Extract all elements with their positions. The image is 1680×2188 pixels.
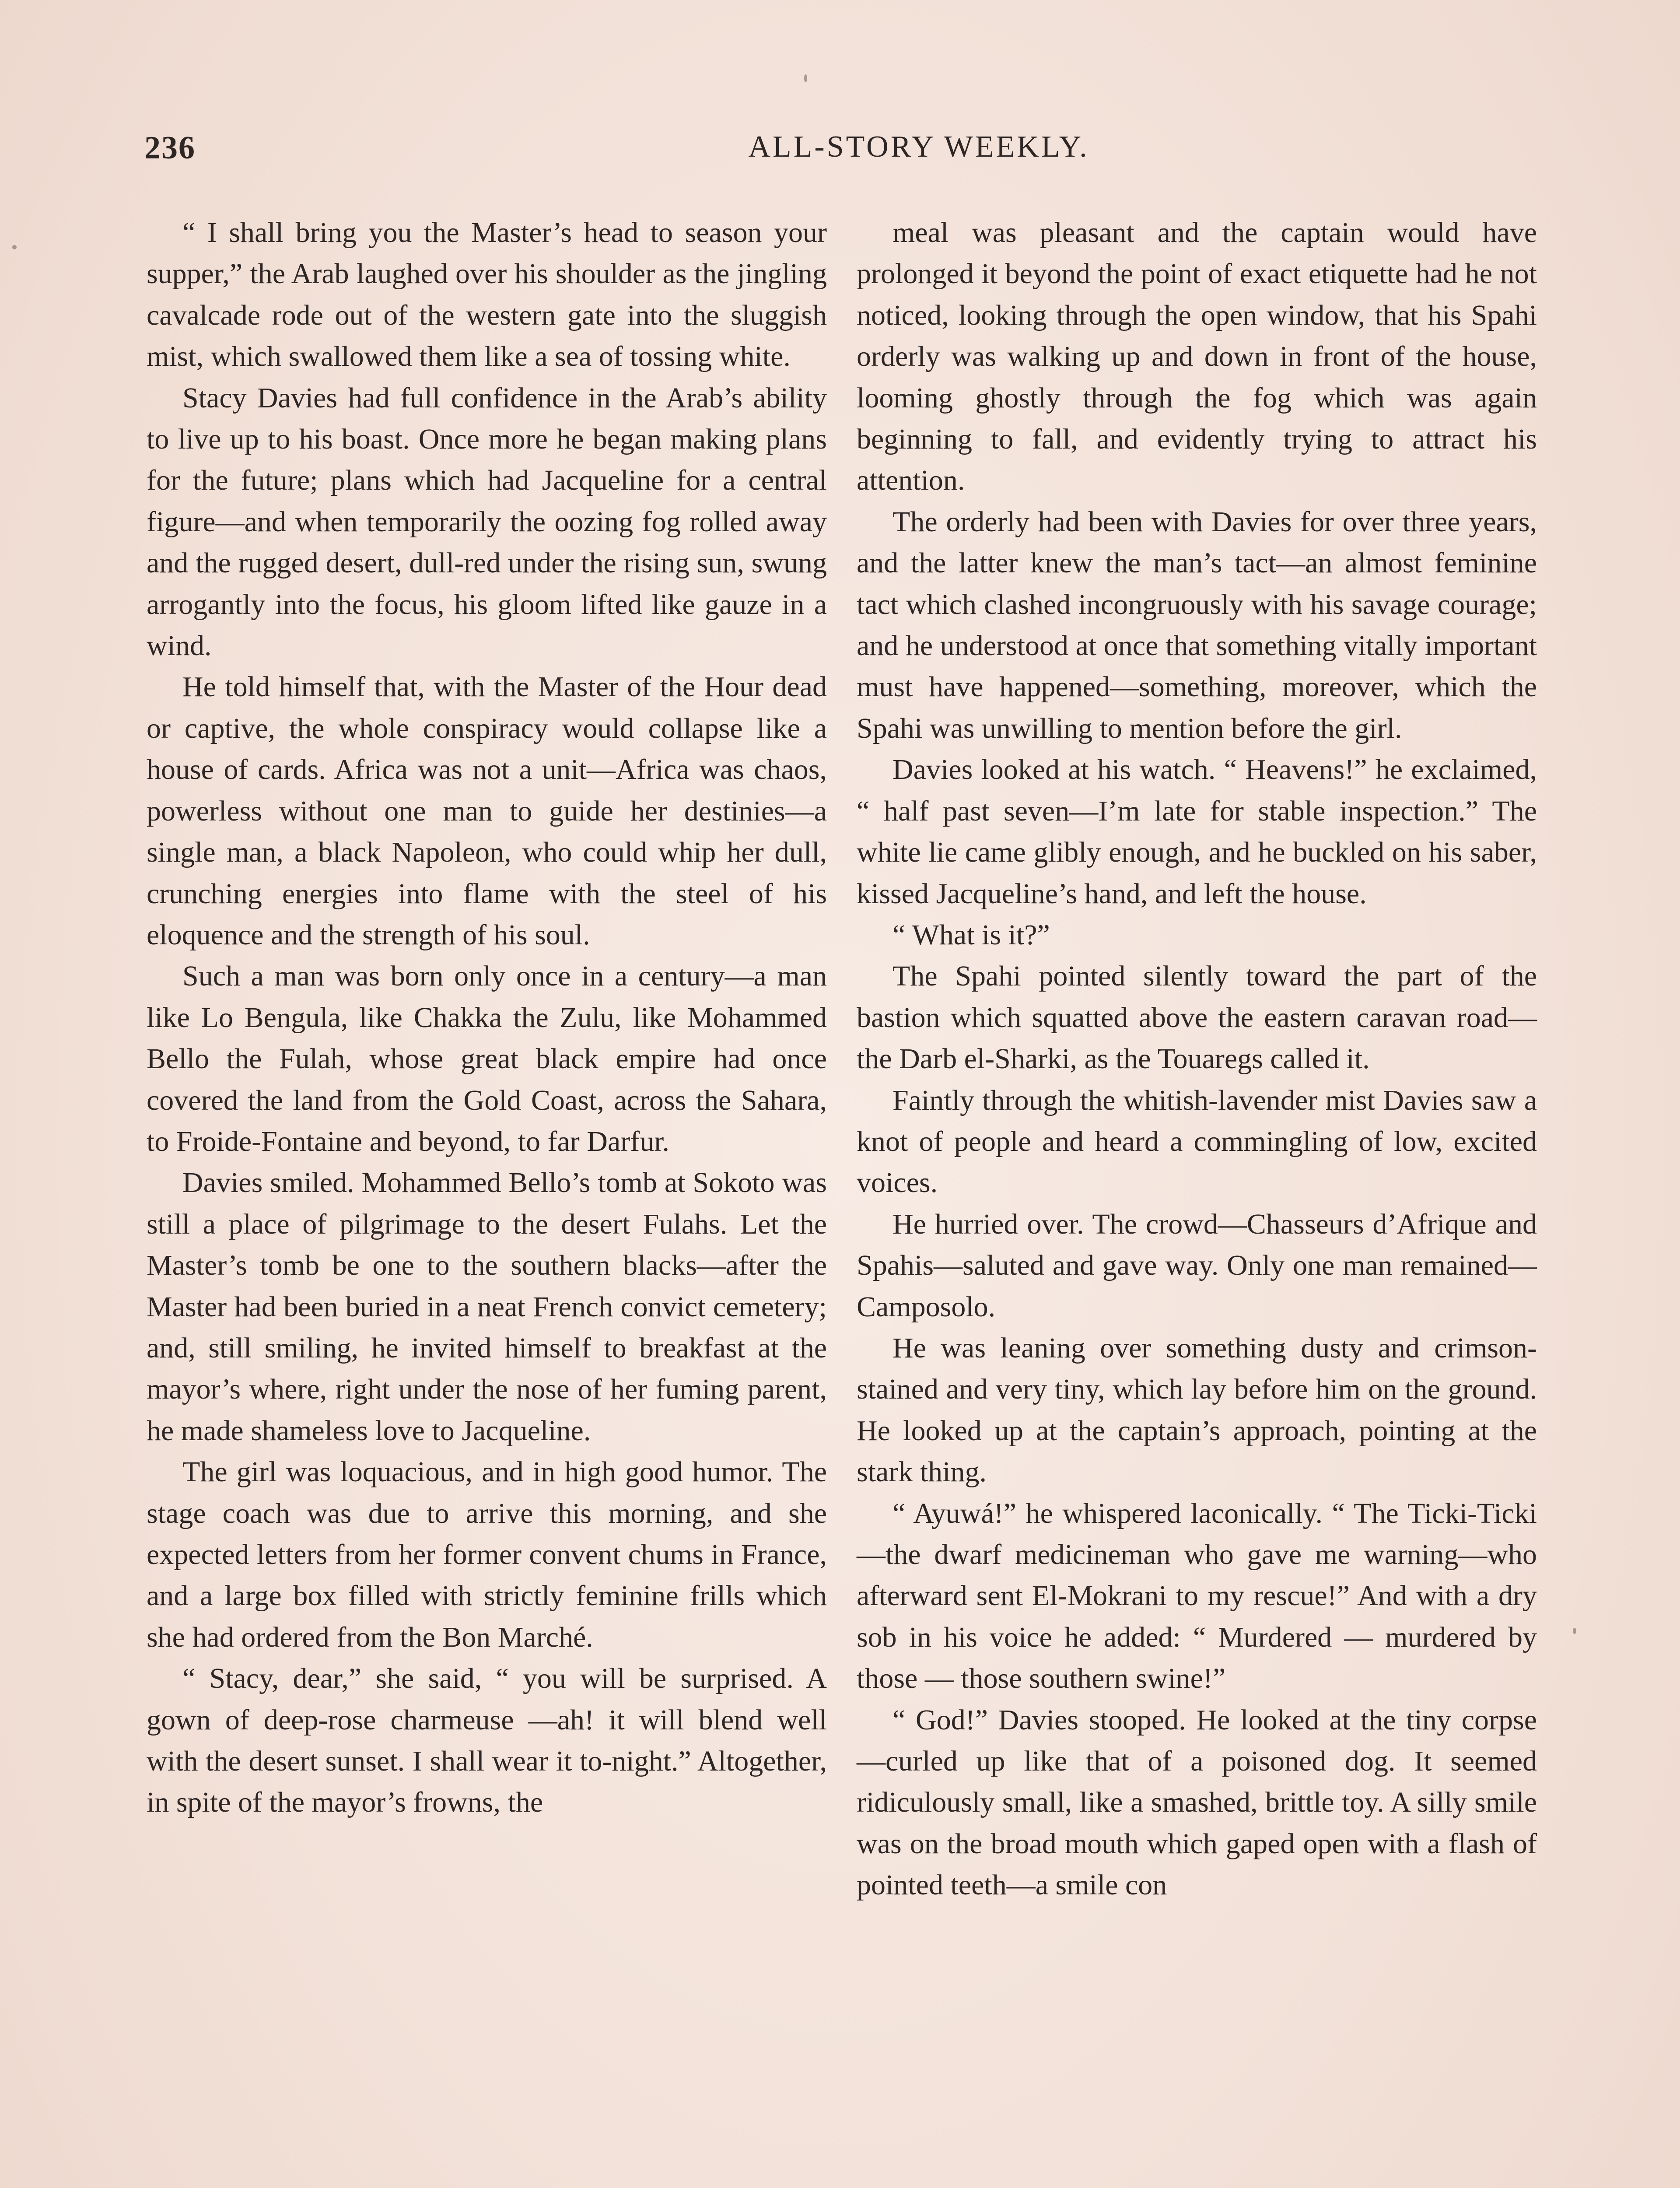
paragraph: The orderly had been with Davies for over three years, and the latter knew the man’s tact—an almost feminine tact which clashed incongruously with his savage courage; and he understood at once that something vitally important must have happened—something, moreover, which the Spahi was unwilling to mention before the girl.: [857, 505, 1537, 744]
paragraph: Faintly through the whitish-lavender mist Davies saw a knot of people and heard a commingling of low, excited voices.: [857, 1084, 1537, 1199]
paragraph: “ Ayuwá!” he whispered laconically. “ The Ticki-Ticki—the dwarf medicineman who gave me warning—who afterward sent El-Mokrani to my rescue!” And with a dry sob in his voice he added: “ Murdered — murdered by those — those southern swine!”: [857, 1497, 1537, 1695]
paragraph: The Spahi pointed silently toward the part of the bastion which squatted above the eastern caravan road—the Darb el-Sharki, as the Touaregs called it.: [857, 960, 1537, 1075]
paragraph: He hurried over. The crowd—Chasseurs d’Afrique and Spahis—saluted and gave way. Only one man remained—Camposolo.: [857, 1208, 1537, 1323]
right-column: [857, 212, 1537, 1906]
paragraph: The girl was loquacious, and in high good humor. The stage coach was due to arrive this morning, and she expected letters from her former convent chums in France, and a large box filled with strictly feminine frills which she had ordered from the Bon Marché.: [147, 1456, 827, 1653]
running-title: ALL-STORY WEEKLY.: [748, 130, 1089, 164]
paper-speck: [804, 74, 807, 82]
paragraph: “ God!” Davies stooped. He looked at the tiny corpse—curled up like that of a poisoned dog. It seemed ridiculously small, like a smashed, brittle toy. A silly smile was on the broad mouth which gaped open with a flash of pointed teeth—a smile con: [857, 1704, 1537, 1901]
paragraph: “ What is it?”: [892, 919, 1050, 951]
paragraph: Stacy Davies had full confidence in the Arab’s ability to live up to his boast. Once more he began making plans for the future; plans which had Jacqueline for a central figure—and when temporarily the oozing fog rolled away and the rugged desert, dull-red under the rising sun, swung arrogantly into the focus, his gloom lifted like gauze in a wind.: [147, 382, 827, 662]
paragraph: Such a man was born only once in a century—a man like Lo Bengula, like Chakka the Zulu, like Mohammed Bello the Fulah, whose great black empire had once covered the land from the Gold Coast, across the Sahara, to Froide-Fontaine and beyond, to far Darfur.: [147, 960, 827, 1157]
paragraph: “ I shall bring you the Master’s head to season your supper,” the Arab laughed over his shoulder as the jingling cavalcade rode out of the western gate into the sluggish mist, which swallowed them like a sea of tossing white.: [147, 217, 827, 373]
left-column: [147, 212, 827, 1823]
paper-speck: [12, 245, 17, 249]
paragraph: Davies looked at his watch. “ Heavens!” he exclaimed, “ half past seven—I’m late for stable inspection.” The white lie came glibly enough, and he buckled on his saber, kissed Jacqueline’s hand, and left the house.: [857, 754, 1537, 910]
paragraph: meal was pleasant and the captain would have prolonged it beyond the point of exact etiquette had he not noticed, looking through the open window, that his Spahi orderly was walking up and down in front of the house, looming ghostly through the fog which was again beginning to fall, and evidently trying to attract his attention.: [857, 217, 1537, 497]
paragraph: He told himself that, with the Master of the Hour dead or captive, the whole conspiracy would collapse like a house of cards. Africa was not a unit—Africa was chaos, powerless without one man to guide her destinies—a single man, a black Napoleon, who could whip her dull, crunching energies into flame with the steel of his eloquence and the strength of his soul.: [147, 671, 827, 951]
paragraph: He was leaning over something dusty and crimson-stained and very tiny, which lay before him on the ground. He looked up at the captain’s approach, pointing at the stark thing.: [857, 1332, 1537, 1488]
paragraph: Davies smiled. Mohammed Bello’s tomb at Sokoto was still a place of pilgrimage to the desert Fulahs. Let the Master’s tomb be one to the southern blacks—after the Master had been buried in a neat French convict cemetery; and, still smiling, he invited himself to breakfast at the mayor’s where, right under the nose of her fuming parent, he made shameless love to Jacqueline.: [147, 1167, 827, 1447]
page-number: 236: [144, 130, 196, 166]
paragraph: “ Stacy, dear,” she said, “ you will be surprised. A gown of deep-rose charmeuse —ah! it will blend well with the desert sunset. I shall wear it to-night.” Altogether, in spite of the mayor’s frowns, the: [147, 1662, 827, 1819]
paper-speck: [1573, 1628, 1576, 1634]
page-header: [144, 130, 1544, 182]
